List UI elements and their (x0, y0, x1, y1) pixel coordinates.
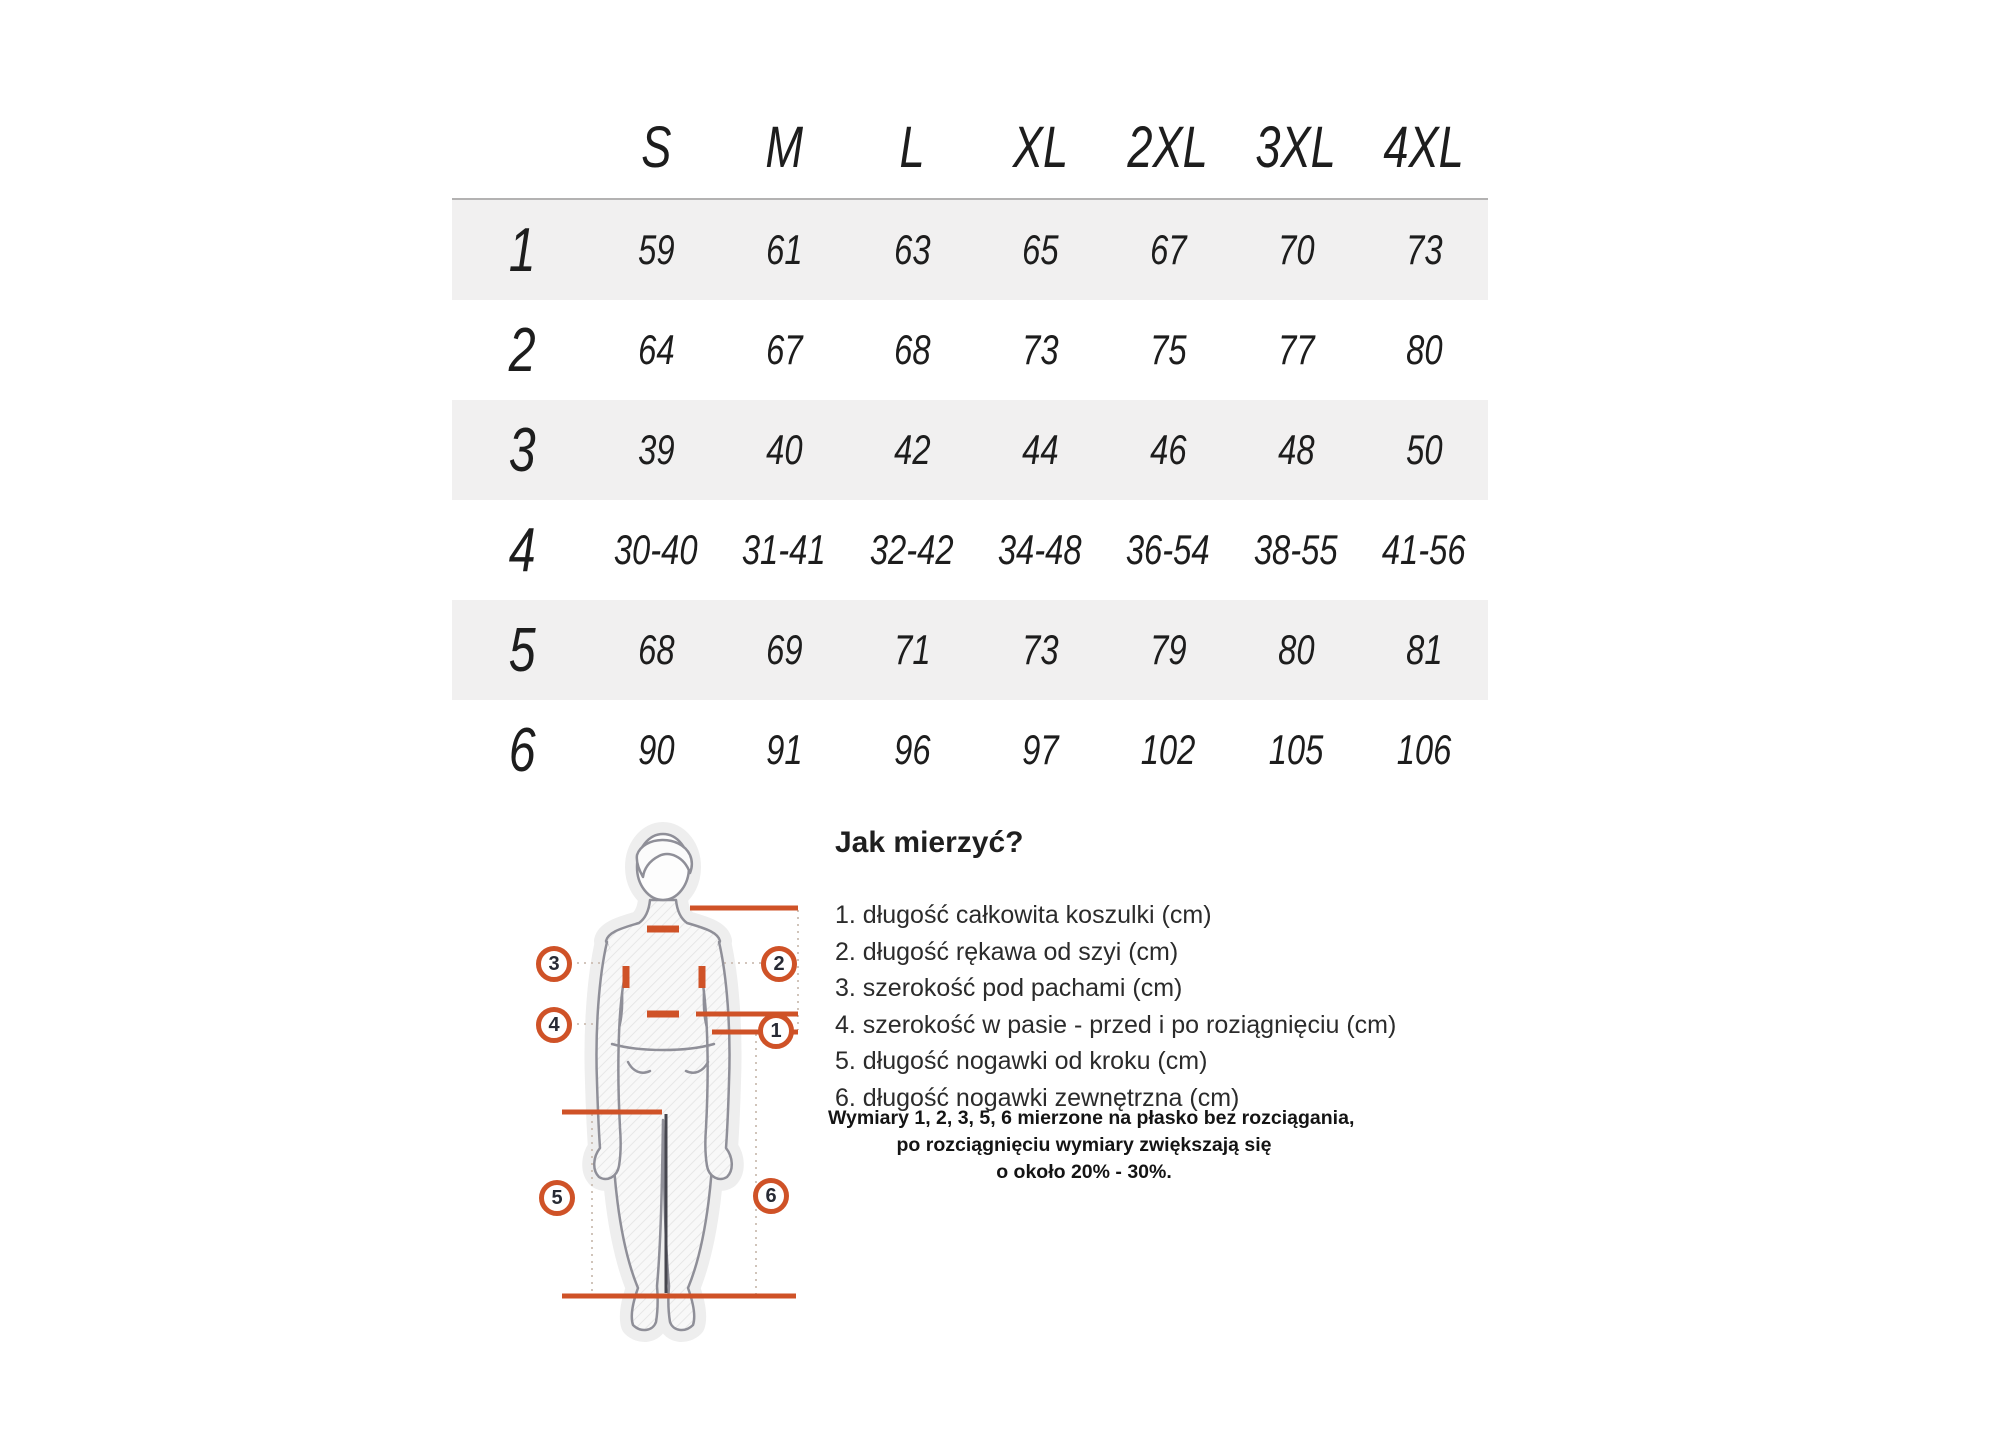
row-label: 2 (508, 315, 536, 385)
table-cell: 96 (893, 726, 931, 773)
table-cell: 41-56 (1382, 526, 1466, 573)
row-label: 1 (508, 215, 536, 285)
row-label: 6 (508, 715, 536, 785)
table-row (452, 700, 1488, 800)
table-cell: 68 (637, 626, 675, 673)
table-cell: 38-55 (1254, 526, 1338, 573)
figure-marker-6: 6 (753, 1178, 789, 1214)
figure-marker-5: 5 (539, 1180, 575, 1216)
column-header-4xl: 4XL (1383, 114, 1465, 180)
table-cell: 71 (893, 626, 931, 673)
row-label: 5 (508, 615, 536, 685)
table-cell: 34-48 (998, 526, 1082, 573)
size-table (452, 96, 1488, 800)
table-cell: 73 (1021, 326, 1059, 373)
table-cell: 42 (893, 426, 931, 473)
table-cell: 81 (1405, 626, 1443, 673)
figure-marker-2: 2 (761, 946, 797, 982)
table-cell: 67 (1149, 226, 1187, 273)
table-cell: 97 (1021, 726, 1059, 773)
table-cell: 106 (1396, 726, 1452, 773)
table-cell: 40 (765, 426, 803, 473)
table-row (452, 300, 1488, 400)
table-row (452, 200, 1488, 300)
table-cell: 102 (1140, 726, 1196, 773)
table-cell: 30-40 (614, 526, 698, 573)
table-cell: 91 (765, 726, 803, 773)
row-label: 3 (508, 415, 536, 485)
table-cell: 80 (1277, 626, 1315, 673)
column-header-m: M (765, 114, 803, 180)
measure-item: 6. długość nogawki zewnętrzna (cm) (835, 1083, 1240, 1112)
figure-marker-4: 4 (536, 1007, 572, 1043)
measure-item: 2. długość rękawa od szyi (cm) (835, 937, 1179, 966)
column-header-s: S (640, 114, 672, 180)
measurement-note (828, 1105, 1355, 1186)
table-cell: 32-42 (870, 526, 954, 573)
table-cell: 59 (637, 226, 675, 273)
table-cell: 64 (637, 326, 675, 373)
table-cell: 105 (1268, 726, 1324, 773)
table-cell: 31-41 (742, 526, 826, 573)
table-cell: 65 (1021, 226, 1059, 273)
table-cell: 68 (893, 326, 931, 373)
column-header-xl: XL (1012, 114, 1068, 180)
column-header-l: L (899, 114, 925, 180)
how-to-measure-heading: Jak mierzyć? (835, 826, 1024, 859)
table-cell: 50 (1405, 426, 1443, 473)
table-cell: 46 (1149, 426, 1187, 473)
table-cell: 44 (1021, 426, 1059, 473)
note-line: o około 20% - 30%. (996, 1161, 1172, 1183)
table-cell: 73 (1405, 226, 1443, 273)
measure-item: 3. szerokość pod pachami (cm) (835, 974, 1183, 1002)
figure-marker-1: 1 (758, 1013, 794, 1049)
table-row (452, 500, 1488, 600)
column-header-2xl: 2XL (1127, 114, 1209, 180)
measure-list (835, 897, 1396, 1116)
table-cell: 77 (1277, 326, 1315, 373)
note-line: Wymiary 1, 2, 3, 5, 6 mierzone na płasko bez rozciągania, (828, 1107, 1355, 1129)
table-cell: 63 (893, 226, 931, 273)
table-cell: 48 (1277, 426, 1315, 473)
measure-item: 1. długość całkowita koszulki (cm) (835, 901, 1212, 929)
measure-item: 5. długość nogawki od kroku (cm) (835, 1047, 1208, 1075)
table-cell: 67 (765, 326, 803, 373)
table-row (452, 600, 1488, 700)
table-cell: 90 (637, 726, 675, 773)
size-table-header-row (452, 96, 1488, 200)
table-cell: 61 (765, 226, 803, 273)
column-header-3xl: 3XL (1255, 114, 1337, 180)
table-cell: 75 (1149, 326, 1187, 373)
measure-item: 4. szerokość w pasie - przed i po roziągnięciu (cm) (835, 1010, 1397, 1039)
table-cell: 73 (1021, 626, 1059, 673)
body-diagram-svg (500, 810, 860, 1390)
table-cell: 36-54 (1126, 526, 1210, 573)
table-cell: 69 (765, 626, 803, 673)
table-cell: 79 (1149, 626, 1187, 673)
row-label: 4 (508, 515, 536, 585)
table-cell: 70 (1277, 226, 1315, 273)
note-line: po rozciągnięciu wymiary zwiększają się (896, 1134, 1272, 1156)
figure-marker-3: 3 (536, 946, 572, 982)
measurement-figure (500, 810, 860, 1390)
table-row (452, 400, 1488, 500)
table-cell: 80 (1405, 326, 1443, 373)
table-cell: 39 (637, 426, 675, 473)
